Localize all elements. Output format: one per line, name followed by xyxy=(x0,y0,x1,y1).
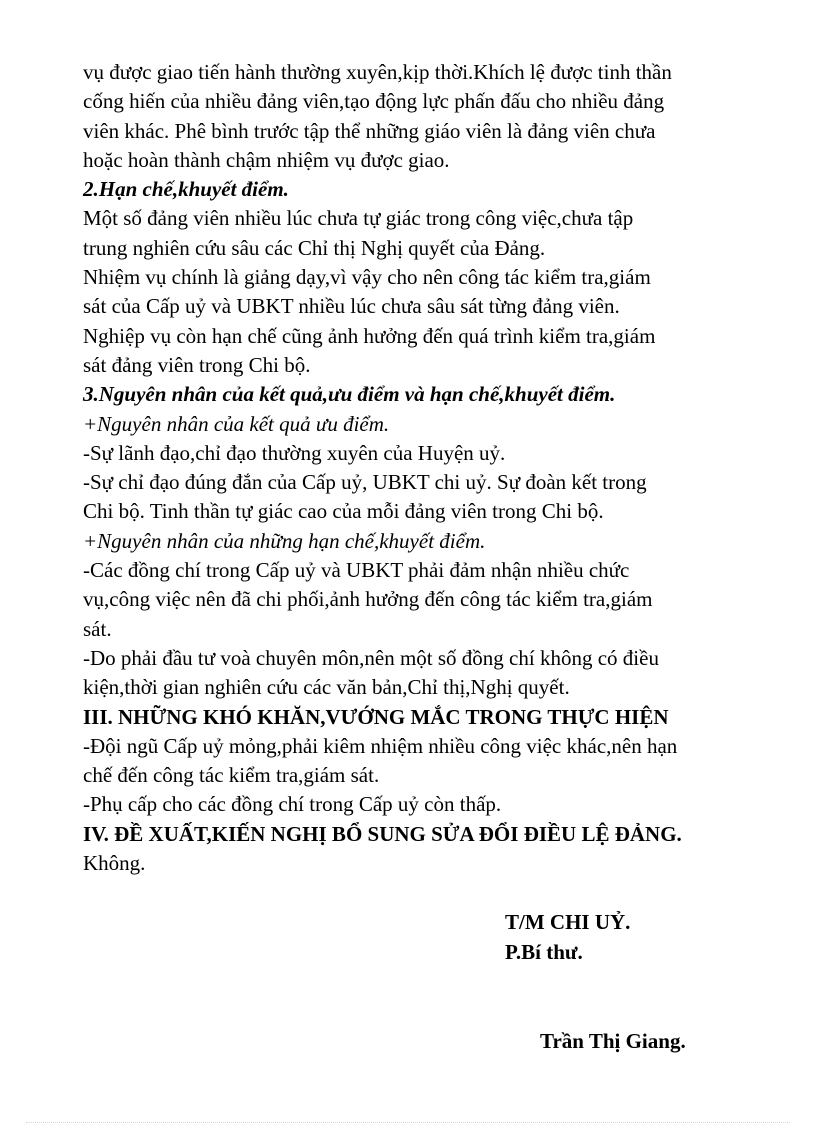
subsection-heading: +Nguyên nhân của kết quả ưu điểm. xyxy=(83,411,390,436)
signature-title: T/M CHI UỶ. xyxy=(505,910,631,934)
paragraph-line: trung nghiên cứu sâu các Chỉ thị Nghị quyết của Đảng. xyxy=(83,235,546,260)
paragraph-line: Nhiệm vụ chính là giảng dạy,vì vậy cho nên công tác kiểm tra,giám xyxy=(83,265,651,290)
paragraph-line: chế đến công tác kiểm tra,giám sát. xyxy=(83,763,380,788)
paragraph-line: Nghiệp vụ còn hạn chế cũng ảnh hưởng đến quá trình kiểm tra,giám xyxy=(83,323,656,348)
paragraph-line: Một số đảng viên nhiều lúc chưa tự giác trong công việc,chưa tập xyxy=(83,206,634,231)
paragraph-line: vụ,công việc nên đã chi phối,ảnh hưởng đến công tác kiểm tra,giám xyxy=(83,587,653,612)
section-heading: 3.Nguyên nhân của kết quả,ưu điểm và hạn chế,khuyết điểm. xyxy=(83,382,616,407)
paragraph-line: -Phụ cấp cho các đồng chí trong Cấp uỷ còn thấp. xyxy=(83,792,502,817)
paragraph-line: Không. xyxy=(83,851,146,876)
subsection-heading: +Nguyên nhân của những hạn chế,khuyết điểm. xyxy=(83,528,486,553)
signature-role: P.Bí thư. xyxy=(505,940,583,964)
chapter-heading: III. NHỮNG KHÓ KHĂN,VƯỚNG MẮC TRONG THỰC HIỆN xyxy=(83,704,669,729)
paragraph-line: -Sự chỉ đạo đúng đắn của Cấp uỷ, UBKT chi uỷ. Sự đoàn kết trong xyxy=(83,470,647,495)
report-body xyxy=(83,58,803,878)
paragraph-line: sát. xyxy=(83,616,112,641)
paragraph-line: cống hiến của nhiều đảng viên,tạo động lực phấn đấu cho nhiều đảng xyxy=(83,89,665,114)
paragraph-line: -Các đồng chí trong Cấp uỷ và UBKT phải đảm nhận nhiều chức xyxy=(83,558,630,583)
paragraph-line: kiện,thời gian nghiên cứu các văn bản,Chỉ thị,Nghị quyết. xyxy=(83,675,570,700)
chapter-heading: IV. ĐỀ XUẤT,KIẾN NGHỊ BỔ SUNG SỬA ĐỔI ĐIỀU LỆ ĐẢNG. xyxy=(83,821,682,846)
paragraph-line: hoặc hoàn thành chậm nhiệm vụ được giao. xyxy=(83,147,450,172)
paragraph-line: -Do phải đầu tư voà chuyên môn,nên một số đồng chí không có điều xyxy=(83,645,659,670)
paragraph-line: sát của Cấp uỷ và UBKT nhiều lúc chưa sâu sát từng đảng viên. xyxy=(83,294,620,319)
paragraph-line: vụ được giao tiến hành thường xuyên,kịp thời.Khích lệ được tinh thần xyxy=(83,60,672,84)
section-heading: 2.Hạn chế,khuyết điểm. xyxy=(83,177,289,202)
paragraph-line: -Sự lãnh đạo,chỉ đạo thường xuyên của Huyện uỷ. xyxy=(83,440,506,465)
paragraph-line: viên khác. Phê bình trước tập thể những giáo viên là đảng viên chưa xyxy=(83,118,656,143)
signer-name: Trần Thị Giang. xyxy=(540,1029,686,1053)
paragraph-line: Chi bộ. Tinh thần tự giác cao của mỗi đảng viên trong Chi bộ. xyxy=(83,499,604,524)
paragraph-line: sát đảng viên trong Chi bộ. xyxy=(83,352,311,377)
paragraph-line: -Đội ngũ Cấp uỷ mỏng,phải kiêm nhiệm nhiều công việc khác,nên hạn xyxy=(83,733,678,758)
